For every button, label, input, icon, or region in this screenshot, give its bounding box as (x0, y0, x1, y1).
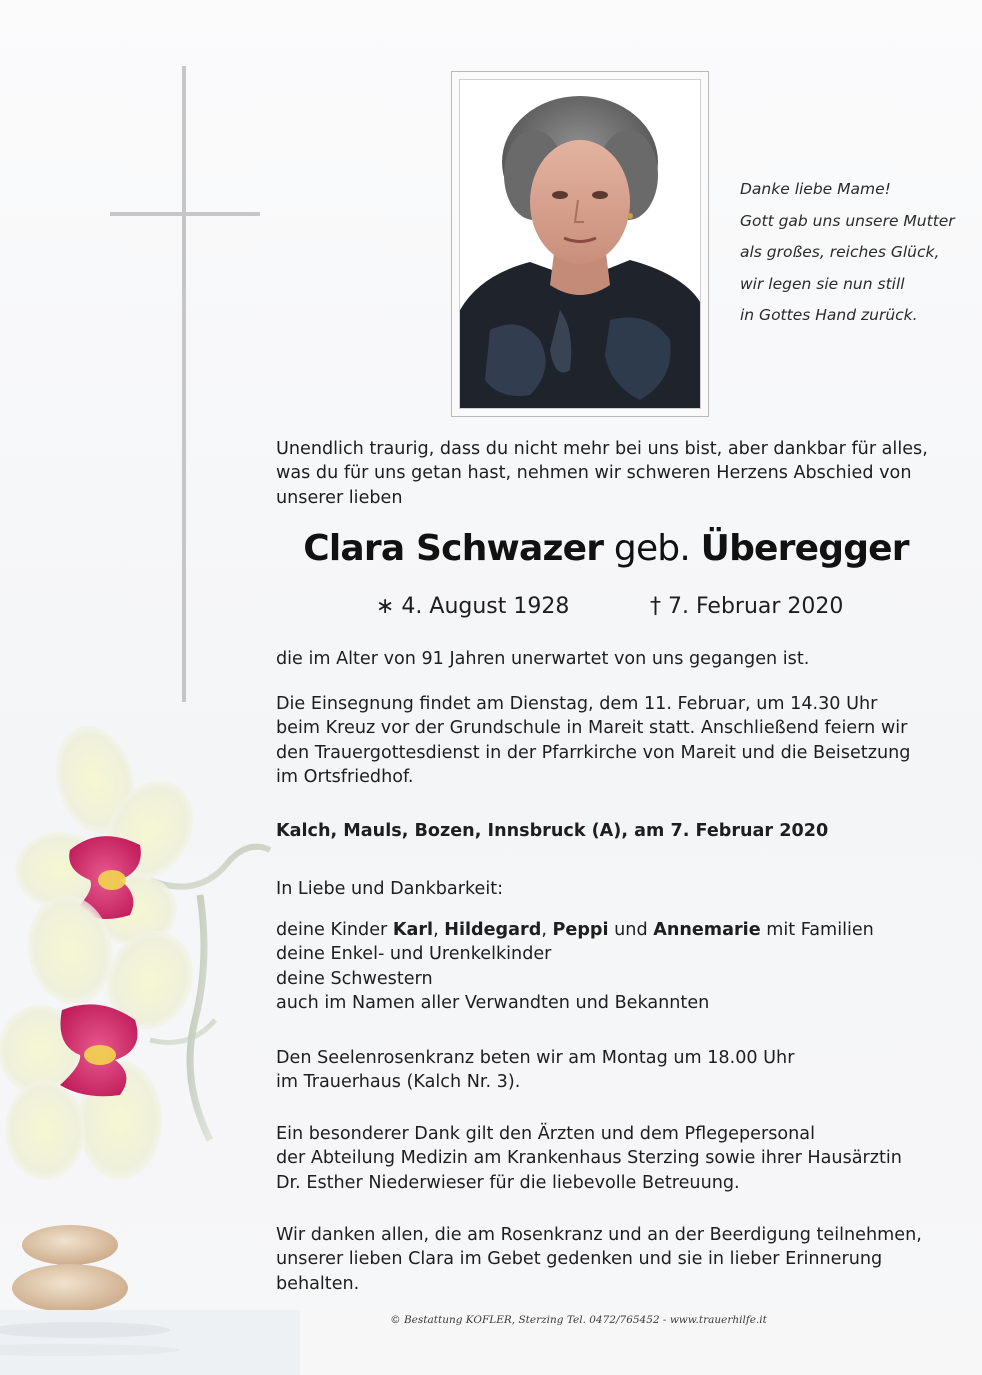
child-name: Annemarie (653, 920, 761, 940)
zen-stones-illustration (0, 1225, 300, 1375)
deceased-full-name: Clara Schwazer (303, 528, 604, 569)
verse-line: als großes, reiches Glück, (740, 243, 940, 261)
rosary-line: Den Seelenrosenkranz beten wir am Montag um 18.00 Uhr (276, 1048, 795, 1068)
rosary-line: im Trauerhaus (Kalch Nr. 3). (276, 1072, 521, 1093)
age-line (276, 647, 936, 671)
sisters-line: deine Schwestern (276, 968, 433, 989)
mourners-heading-text: In Liebe und Dankbarkeit: (276, 879, 504, 899)
place-date-text: Kalch, Mauls, Bozen, Innsbruck (A), am 7. Februar 2020 (276, 821, 829, 841)
intro-line: was du für uns getan hast, nehmen wir schweren Herzens Abschied von (276, 463, 912, 484)
place-date-line (276, 819, 936, 843)
rosary-paragraph (276, 1046, 936, 1095)
children-prefix: deine Kinder (276, 920, 393, 940)
death-date: † 7. Februar 2020 (650, 594, 844, 619)
thanks-staff-paragraph (276, 1122, 936, 1195)
funeral-home-footer: © Bestattung KOFLER, Sterzing Tel. 0472/765452 - www.trauerhilfe.it (390, 1314, 767, 1326)
ceremony-line: Die Einsegnung findet am Dienstag, dem 11. Februar, um 14.30 Uhr (276, 694, 878, 714)
separator: und (608, 920, 654, 940)
verse-line: wir legen sie nun still (740, 274, 905, 293)
thanks-all-paragraph (276, 1223, 936, 1296)
verse-line: Gott gab uns unsere Mutter (740, 211, 955, 230)
thanks-all-line: unserer lieben Clara im Gebet gedenken und sie in lieber Erinnerung (276, 1249, 883, 1270)
portrait-photo (459, 79, 701, 409)
orchid-illustration (0, 720, 300, 1375)
children-line (276, 918, 936, 942)
deceased-name (276, 528, 936, 569)
separator: , (541, 920, 553, 940)
age-text: die im Alter von 91 Jahren unerwartet von uns gegangen ist. (276, 649, 810, 669)
thanks-all-line: behalten. (276, 1273, 360, 1294)
child-name: Hildegard (444, 920, 542, 940)
thanks-staff-line: Ein besonderer Dank gilt den Ärzten und dem Pflegepersonal (276, 1124, 815, 1144)
ceremony-line: den Trauergottesdienst in der Pfarrkirche von Mareit und die Beisetzung (276, 742, 911, 763)
portrait-illustration (460, 80, 701, 409)
intro-line: unserer lieben (276, 487, 403, 508)
intro-line: Unendlich traurig, dass du nicht mehr bei uns bist, aber dankbar für alles, (276, 439, 928, 459)
ceremony-line: im Ortsfriedhof. (276, 767, 414, 788)
children-suffix: mit Familien (760, 920, 874, 940)
cross-icon-vertical-bar (182, 66, 186, 702)
ceremony-paragraph (276, 692, 936, 790)
orchid-flower-lower (0, 889, 207, 1180)
ceremony-line: beim Kreuz vor der Grundschule in Mareit statt. Anschließend feiern wir (276, 718, 908, 739)
deceased-geb-label: geb. (613, 528, 690, 569)
mourners-heading (276, 877, 936, 901)
thanks-staff-line: der Abteilung Medizin am Krankenhaus Sterzing sowie ihrer Hausärztin (276, 1148, 902, 1169)
thanks-all-line: Wir danken allen, die am Rosenkranz und an der Beerdigung teilnehmen, (276, 1225, 922, 1245)
verse-line: Danke liebe Mame! (740, 180, 891, 198)
separator: , (433, 920, 445, 940)
verse-line: in Gottes Hand zurück. (740, 306, 918, 324)
memorial-verse (740, 174, 970, 332)
birth-date: ∗ 4. August 1928 (376, 594, 570, 619)
mourners-list (276, 918, 936, 1016)
portrait-frame (451, 71, 709, 417)
deceased-maiden-name: Überegger (700, 528, 909, 569)
intro-paragraph (276, 437, 936, 510)
thanks-staff-line: Dr. Esther Niederwieser für die liebevolle Betreuung. (276, 1172, 740, 1193)
relatives-line: auch im Namen aller Verwandten und Bekannten (276, 993, 710, 1014)
grandchildren-line: deine Enkel- und Urenkelkinder (276, 944, 552, 965)
child-name: Peppi (552, 920, 609, 940)
child-name: Karl (392, 920, 434, 940)
cross-icon-horizontal-bar (110, 212, 260, 216)
